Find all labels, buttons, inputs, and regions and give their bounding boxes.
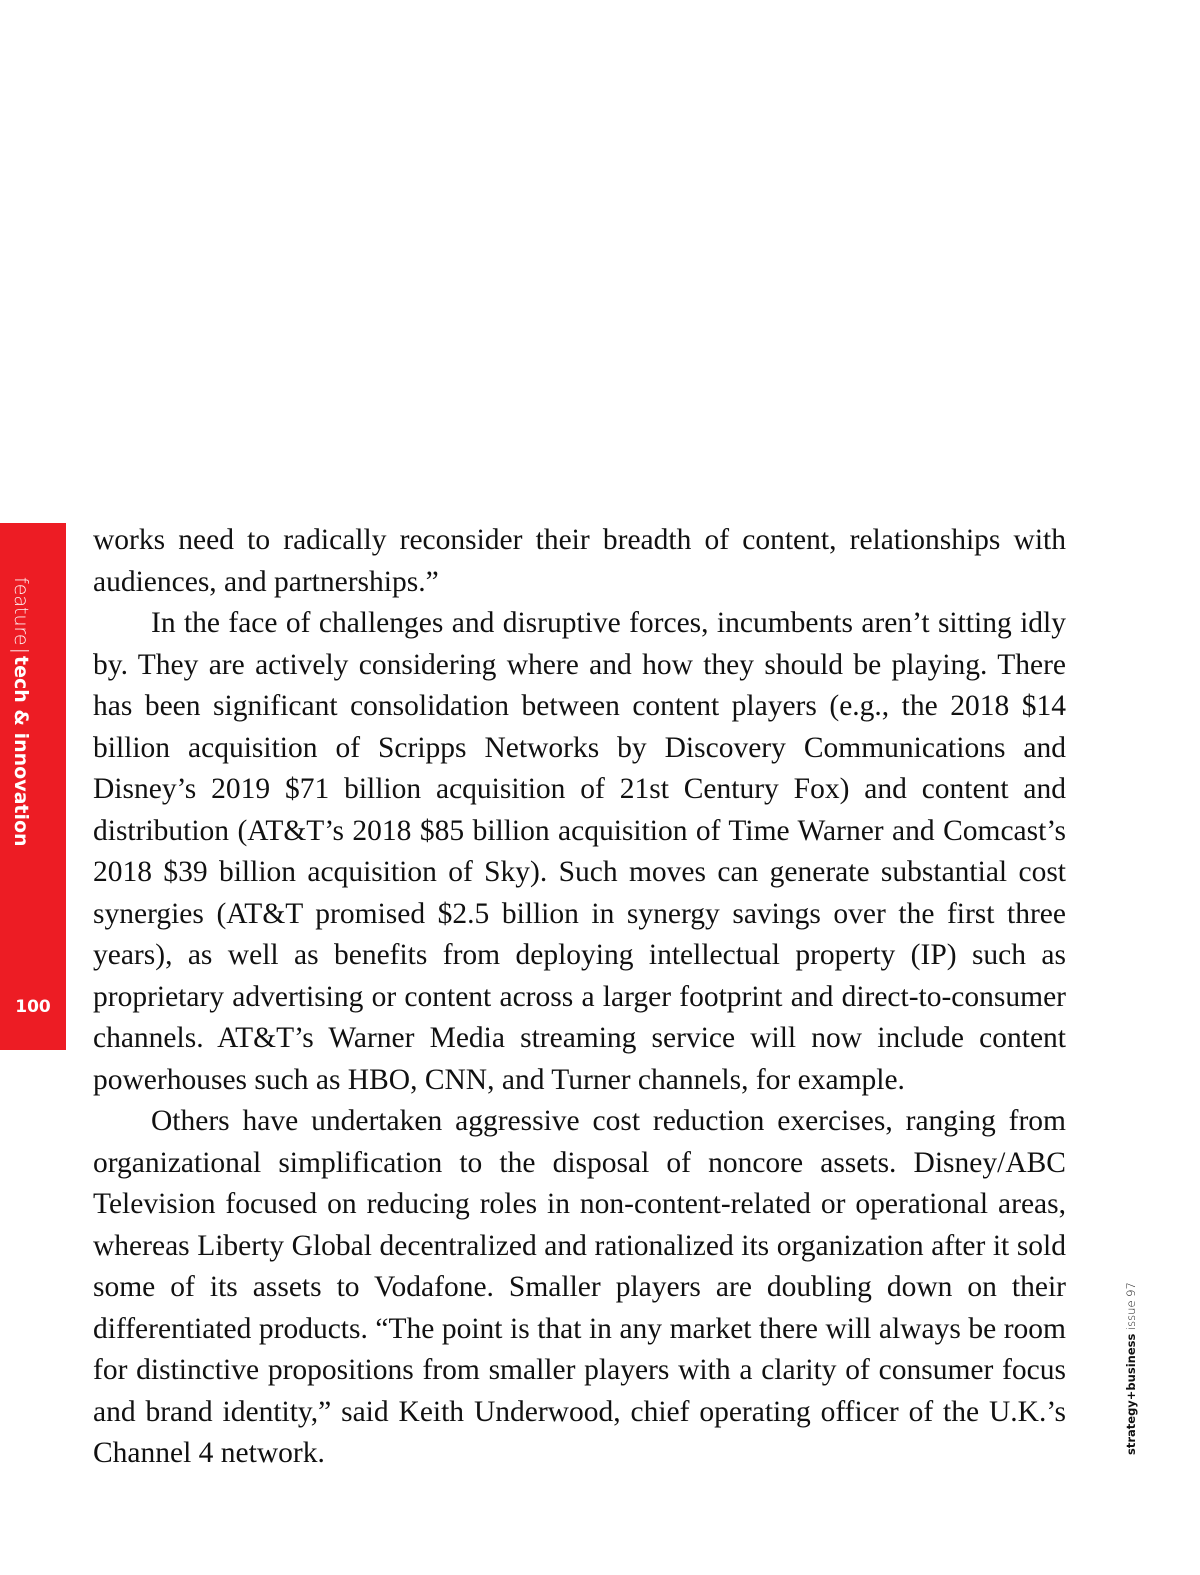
article-paragraph: Others have undertaken aggressive cost reduction exercises, ranging from organizational simplification to the disposal of noncore assets. Disney/ABC Television focused on reducing roles in non-content-related or operational areas, whereas Liberty Global decentralized and rationalized its organization after it sold some of its assets to Vodafone. Smaller players are doubling down on their differentiated products. “The point is that in any market there will always be room for distinctive propositions from smaller players with a clarity of consumer focus and brand identity,” said Keith Underwood, chief operating officer of the U.K.’s Channel 4 network.: [93, 1105, 1066, 1469]
publication-issue: issue 97: [1124, 1282, 1138, 1331]
article-paragraph: works need to radically reconsider their breadth of content, relationships with audiences, and partnerships.”: [93, 524, 1066, 598]
section-separator: |: [10, 647, 32, 655]
section-topic: tech & innovation: [10, 656, 32, 847]
page-number: 100: [15, 997, 51, 1017]
section-label: [8, 577, 34, 847]
article-paragraph: In the face of challenges and disruptive forces, incumbents aren’t sitting idly by. They are actively considering where and how they should be playing. There has been significant consolidation between content players (e.g., the 2018 $14 billion acquisition of Scripps Networks by Discovery Communications and Disney’s 2019 $71 billion acquisition of 21st Century Fox) and content and distribution (AT&T’s 2018 $85 billion acquisition of Time Warner and Comcast’s 2018 $39 billion acquisition of Sky). Such moves can generate substantial cost synergies (AT&T promised $2.5 billion in synergy savings over the first three years), as well as benefits from deploying intellectual property (IP) such as proprietary advertising or content across a larger footprint and direct-to-consumer channels. AT&T’s Warner Media streaming service will now include content powerhouses such as HBO, CNN, and Turner channels, for example.: [93, 607, 1066, 1096]
publication-credit: [1123, 1282, 1139, 1455]
publication-name: strategy+business: [1124, 1333, 1138, 1455]
article-body: [93, 520, 1066, 1475]
section-category: feature: [10, 577, 32, 646]
